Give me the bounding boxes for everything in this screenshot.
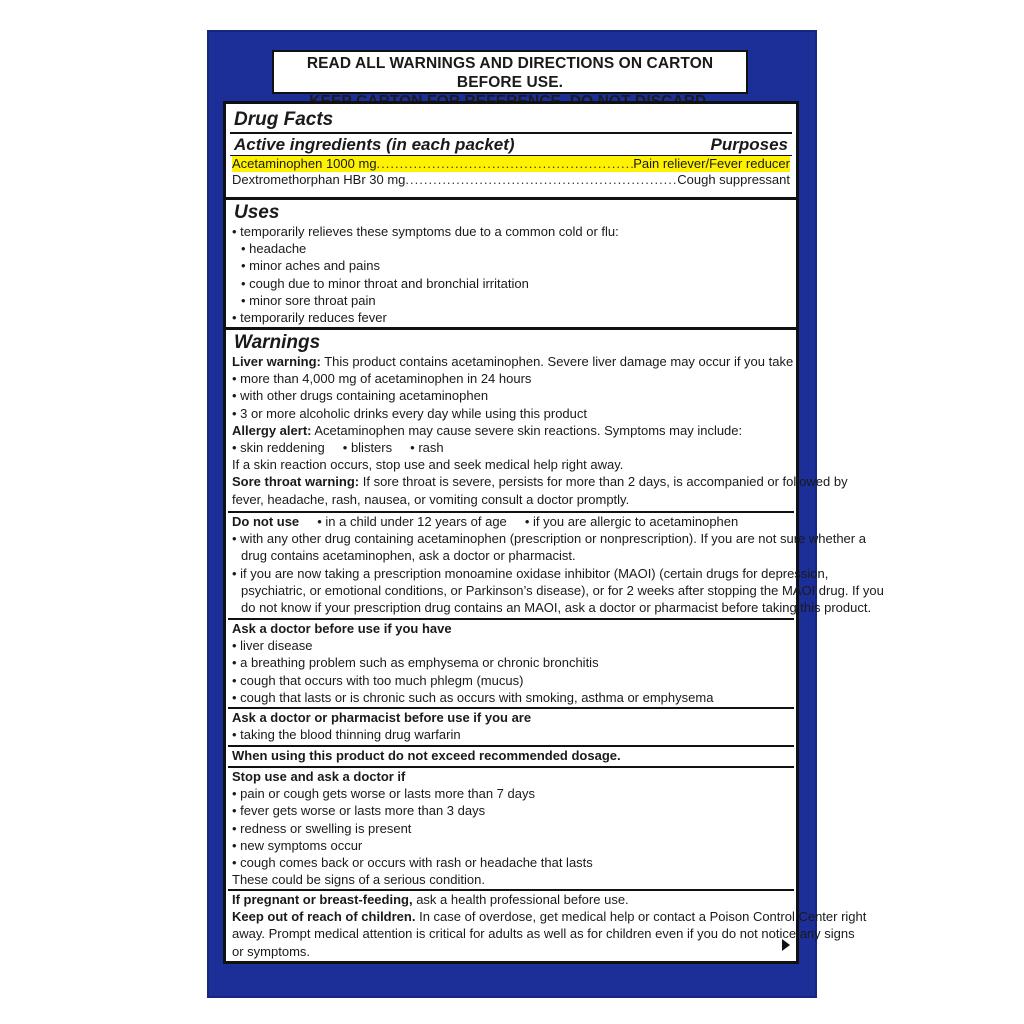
sore-throat-warning bbox=[232, 473, 848, 490]
keep-out-label: Keep out of reach of children. bbox=[232, 909, 416, 925]
pregnancy-label: If pregnant or breast-feeding, bbox=[232, 892, 413, 907]
ingredient-name: Dextromethorphan HBr 30 mg bbox=[232, 172, 406, 187]
list-item: • if you are now taking a prescription monoamine oxidase inhibitor (MAOI) (certain drugs for depression, bbox=[232, 565, 829, 581]
sore-throat-label: Sore throat warning: bbox=[232, 474, 360, 490]
section-divider bbox=[226, 327, 796, 330]
liver-warning-label: Liver warning: bbox=[232, 354, 321, 369]
list-item: • with other drugs containing acetaminophen bbox=[232, 388, 489, 404]
active-ingredients-header: Active ingredients (in each packet) bbox=[234, 134, 515, 154]
list-item: • a breathing problem such as emphysema or chronic bronchitis bbox=[232, 655, 599, 671]
do-not-use-section bbox=[228, 513, 884, 616]
ingredient-purpose: Cough suppressant bbox=[677, 172, 790, 187]
ask-pharmacist-title: Ask a doctor or pharmacist before use if you are bbox=[232, 710, 532, 725]
divider bbox=[230, 155, 792, 157]
list-item: • cough comes back or occurs with rash or headache that lasts bbox=[232, 855, 593, 871]
list-item: • pain or cough gets worse or lasts more than 7 days bbox=[232, 786, 535, 802]
ingredient-purpose: Pain reliever/Fever reducer bbox=[633, 156, 790, 171]
list-item: • cough due to minor throat and bronchial irritation bbox=[241, 275, 529, 291]
ingredients-header bbox=[234, 135, 788, 155]
list-item: • temporarily reduces fever bbox=[232, 310, 387, 326]
ask-doctor-section bbox=[228, 620, 794, 706]
list-item-cont: psychiatric, or emotional conditions, or Parkinson’s disease), or for 2 weeks after stopping the MAOI drug. If you bbox=[241, 582, 884, 598]
liver-warning bbox=[232, 353, 794, 370]
list-item: • liver disease bbox=[232, 638, 313, 654]
keep-out-text: In case of overdose, get medical help or contact a Poison Control Center right bbox=[415, 909, 867, 925]
drug-facts-section bbox=[228, 109, 794, 188]
continue-arrow-icon bbox=[782, 939, 790, 951]
when-using-text: When using this product do not exceed recommended dosage. bbox=[232, 748, 621, 763]
do-not-use-line bbox=[232, 513, 794, 530]
keep-out-text-3: or symptoms. bbox=[232, 943, 311, 959]
allergy-symptoms: • skin reddening • blisters • rash bbox=[232, 440, 444, 456]
allergy-alert bbox=[232, 422, 794, 439]
pregnancy-warning bbox=[232, 891, 794, 908]
do-not-use-label: Do not use bbox=[232, 514, 300, 529]
uses-title: Uses bbox=[234, 202, 280, 223]
list-item-cont: drug contains acetaminophen, ask a doctor or pharmacist. bbox=[241, 548, 576, 564]
uses-section bbox=[228, 202, 794, 326]
drug-facts-panel bbox=[223, 101, 884, 964]
banner-line-1: READ ALL WARNINGS AND DIRECTIONS ON CARTON BEFORE USE. bbox=[306, 55, 714, 91]
ask-pharmacist-section bbox=[228, 709, 794, 743]
list-item: • new symptoms occur bbox=[232, 837, 363, 853]
uses-intro: • temporarily relieves these symptoms due to a common cold or flu: bbox=[232, 224, 619, 239]
allergy-alert-text: Acetaminophen may cause severe skin reactions. Symptoms may include: bbox=[311, 422, 743, 438]
liver-warning-text: This product contains acetaminophen. Severe liver damage may occur if you take bbox=[320, 354, 794, 369]
warning-banner bbox=[272, 50, 748, 94]
pregnancy-text: ask a health professional before use. bbox=[412, 892, 629, 907]
when-using-section bbox=[228, 747, 794, 764]
ask-doctor-title: Ask a doctor before use if you have bbox=[232, 621, 452, 636]
purposes-header: Purposes bbox=[710, 134, 788, 154]
list-item: • taking the blood thinning drug warfarin bbox=[232, 727, 461, 743]
skin-reaction-text: If a skin reaction occurs, stop use and seek medical help right away. bbox=[232, 457, 624, 473]
section-divider bbox=[226, 197, 796, 200]
list-item: • minor sore throat pain bbox=[241, 292, 376, 308]
ingredient-row bbox=[232, 172, 790, 188]
stop-use-note: These could be signs of a serious condition. bbox=[232, 872, 485, 888]
drug-facts-title: Drug Facts bbox=[234, 109, 334, 130]
list-item: • headache bbox=[241, 241, 307, 257]
ingredient-name: Acetaminophen 1000 mg bbox=[232, 156, 377, 171]
stop-use-title: Stop use and ask a doctor if bbox=[232, 769, 406, 784]
list-item: • redness or swelling is present bbox=[232, 820, 412, 836]
sore-throat-text-2: fever, headache, rash, nausea, or vomiting consult a doctor promptly. bbox=[232, 491, 630, 507]
leader-dots bbox=[405, 172, 677, 188]
list-item: • 3 or more alcoholic drinks every day while using this product bbox=[232, 405, 587, 421]
divider bbox=[230, 132, 792, 134]
keep-out-warning bbox=[232, 908, 867, 925]
allergy-alert-label: Allergy alert: bbox=[232, 422, 312, 438]
list-item: • fever gets worse or lasts more than 3 days bbox=[232, 803, 486, 819]
list-item: • more than 4,000 mg of acetaminophen in 24 hours bbox=[232, 371, 532, 387]
pregnancy-section bbox=[228, 891, 867, 960]
list-item-cont: do not know if your prescription drug contains an MAOI, ask a doctor or pharmacist before taking this product. bbox=[241, 600, 872, 616]
list-item: • with any other drug containing acetaminophen (prescription or nonprescription). If you are not sure whether a bbox=[232, 531, 866, 547]
leader-dots bbox=[377, 156, 634, 172]
stop-use-section bbox=[228, 768, 794, 888]
warnings-section bbox=[228, 332, 848, 508]
sore-throat-text: If sore throat is severe, persists for more than 2 days, is accompanied or followed by bbox=[359, 474, 848, 490]
list-item: • cough that lasts or is chronic such as occurs with smoking, asthma or emphysema bbox=[232, 689, 714, 705]
warnings-title: Warnings bbox=[234, 332, 321, 353]
keep-out-text-2: away. Prompt medical attention is critical for adults as well as for children even if you do not notice any signs bbox=[232, 926, 855, 942]
list-item: • minor aches and pains bbox=[241, 258, 380, 274]
ingredient-row bbox=[232, 156, 790, 172]
list-item: • cough that occurs with too much phlegm (mucus) bbox=[232, 672, 524, 688]
do-not-use-inline: • in a child under 12 years of age • if you are allergic to acetaminophen bbox=[299, 514, 739, 529]
